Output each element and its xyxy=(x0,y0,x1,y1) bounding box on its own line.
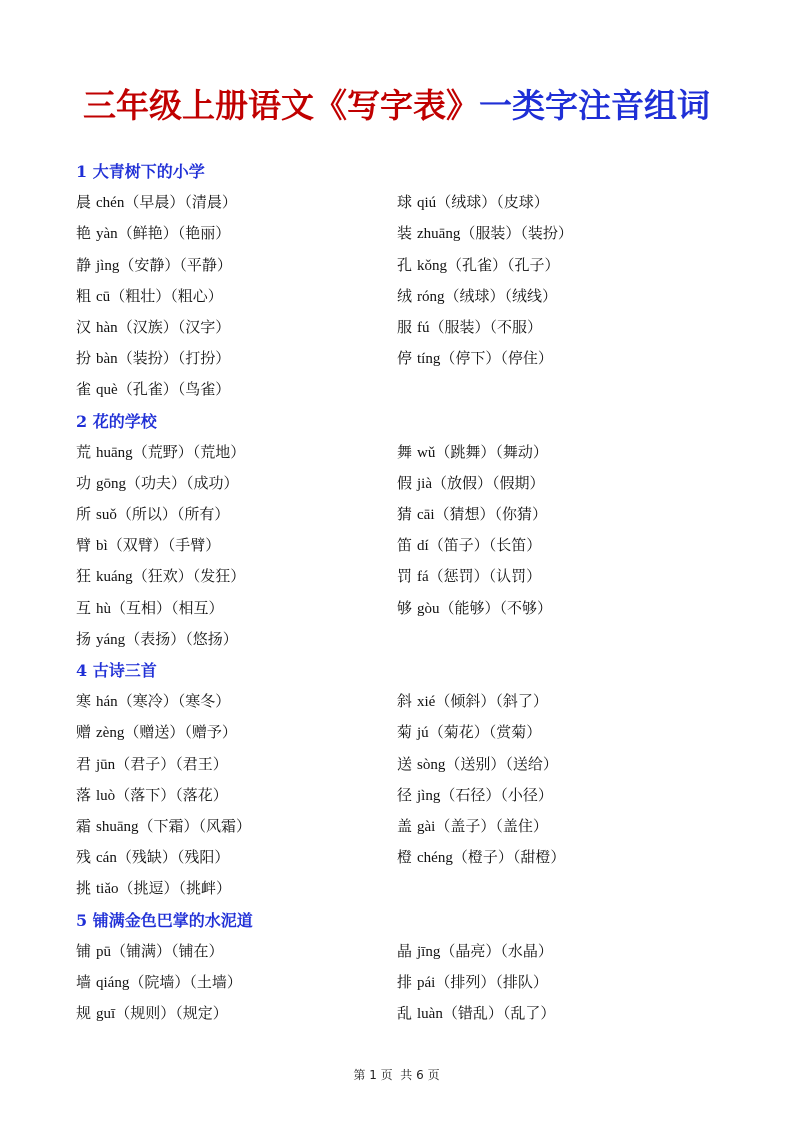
word-entry xyxy=(76,468,397,499)
entry-words: （表扬）（悠扬） xyxy=(125,629,238,648)
entry-pinyin: kǒng xyxy=(417,257,448,274)
word-entry xyxy=(397,811,716,842)
entry-words: （绒球）（皮球） xyxy=(436,193,549,212)
entry-character: 服 xyxy=(397,317,413,336)
entry-pinyin: gōng xyxy=(96,475,127,492)
entry-pinyin: tiǎo xyxy=(96,881,119,898)
entry-pinyin: pū xyxy=(96,943,112,960)
entry-character: 扮 xyxy=(76,349,92,368)
entry-character: 所 xyxy=(76,505,92,524)
entry-words: （服装）（不服） xyxy=(429,317,543,336)
entry-character: 排 xyxy=(397,972,413,991)
word-entry xyxy=(76,717,397,748)
entry-character: 径 xyxy=(397,785,413,804)
entry-words: （汉族）（汉字） xyxy=(117,317,231,336)
word-entry xyxy=(397,312,716,343)
word-entry xyxy=(397,250,716,281)
entry-pinyin: fá xyxy=(417,569,429,586)
entry-character: 艳 xyxy=(76,224,92,243)
entry-character: 孔 xyxy=(397,255,413,274)
entry-character: 狂 xyxy=(76,567,92,586)
entry-pinyin: zhuāng xyxy=(417,226,461,243)
entry-words: （院墙）（土墙） xyxy=(129,972,242,991)
word-entry xyxy=(76,998,397,1029)
entry-character: 静 xyxy=(76,255,92,274)
word-entry xyxy=(397,842,716,873)
entry-pinyin: tíng xyxy=(417,351,441,368)
entry-words: （赠送）（赠予） xyxy=(124,723,237,742)
entry-pinyin: chéng xyxy=(417,850,453,867)
entry-words: （石径）（小径） xyxy=(440,785,553,804)
word-entry xyxy=(76,749,397,780)
word-entry xyxy=(397,437,716,468)
entry-words: （君子）（君王） xyxy=(115,754,228,773)
word-entry xyxy=(76,343,397,374)
entry-words: （粗壮）（粗心） xyxy=(110,286,223,305)
entry-pinyin: cū xyxy=(96,288,111,305)
entry-character: 粗 xyxy=(76,286,92,305)
entry-character: 落 xyxy=(76,785,92,804)
entry-pinyin: qiú xyxy=(417,195,437,212)
entry-words: （规则）（规定） xyxy=(115,1004,228,1023)
entry-pinyin: cán xyxy=(96,850,117,867)
entry-pinyin: sòng xyxy=(417,756,446,773)
entry-words: （错乱）（乱了） xyxy=(442,1004,556,1023)
word-entry xyxy=(76,686,397,717)
word-entry xyxy=(76,218,397,249)
word-entry xyxy=(76,780,397,811)
entry-words: （残缺）（残阳） xyxy=(116,848,230,867)
entry-words: （所以）（所有） xyxy=(116,505,230,524)
entry-character: 铺 xyxy=(76,941,92,960)
entry-character: 舞 xyxy=(397,442,413,461)
entry-character: 假 xyxy=(397,473,413,492)
entry-character: 停 xyxy=(397,349,413,368)
entry-character: 挑 xyxy=(76,879,92,898)
entry-pinyin: dí xyxy=(417,538,429,555)
entry-character: 球 xyxy=(397,193,413,212)
word-list xyxy=(76,156,716,1029)
entry-words: （绒球）（绒线） xyxy=(444,286,558,305)
entry-pinyin: chén xyxy=(96,195,125,212)
entry-words: （惩罚）（认罚） xyxy=(428,567,542,586)
entry-words: （能够）（不够） xyxy=(439,598,553,617)
entry-pinyin: gài xyxy=(417,818,436,835)
entry-pinyin: què xyxy=(96,382,118,399)
entry-pinyin: luò xyxy=(96,787,116,804)
word-entry xyxy=(397,468,716,499)
entry-pinyin: wǔ xyxy=(417,444,436,461)
word-entry xyxy=(76,842,397,873)
entry-words: （孔雀）（孔子） xyxy=(447,255,560,274)
word-entry xyxy=(76,281,397,312)
entry-words: （放假）（假期） xyxy=(432,473,545,492)
word-entry xyxy=(397,967,716,998)
entry-pinyin: guī xyxy=(96,1006,116,1023)
entry-character: 装 xyxy=(397,224,413,243)
entry-pinyin: jìng xyxy=(96,257,120,274)
entry-words: （双臂）（手臂） xyxy=(107,536,221,555)
entry-pinyin: zèng xyxy=(96,725,125,742)
entry-words: （孔雀）（鸟雀） xyxy=(117,380,231,399)
entry-words: （荒野）（荒地） xyxy=(132,442,246,461)
lesson-heading: 4 古诗三首 xyxy=(76,661,157,680)
entry-pinyin: pái xyxy=(417,974,436,991)
entry-words: （互相）（相互） xyxy=(111,598,224,617)
word-entry xyxy=(397,281,716,312)
entry-words: （寒冷）（寒冬） xyxy=(117,692,231,711)
entry-words: （猜想）（你猜） xyxy=(434,505,548,524)
entry-character: 绒 xyxy=(397,286,413,305)
word-entry xyxy=(397,187,716,218)
entry-words: （盖子）（盖住） xyxy=(435,816,548,835)
entry-pinyin: róng xyxy=(417,288,445,305)
entry-character: 君 xyxy=(76,754,92,773)
entry-pinyin: hán xyxy=(96,694,118,711)
entry-character: 霜 xyxy=(76,816,92,835)
entry-words: （铺满）（铺在） xyxy=(111,941,224,960)
entry-words: （下霜）（风霜） xyxy=(138,816,252,835)
entry-character: 罚 xyxy=(397,567,413,586)
entry-words: （停下）（停住） xyxy=(440,349,553,368)
word-entry xyxy=(76,530,397,561)
entry-pinyin: yàn xyxy=(96,226,118,243)
entry-words: （挑逗）（挑衅） xyxy=(118,879,232,898)
word-entry xyxy=(76,936,397,967)
word-entry xyxy=(397,343,716,374)
entry-words: （笛子）（长笛） xyxy=(428,536,542,555)
entry-character: 斜 xyxy=(397,692,413,711)
word-entry xyxy=(76,624,397,655)
entry-pinyin: qiáng xyxy=(96,974,130,991)
lesson-heading: 2 花的学校 xyxy=(76,411,157,431)
entry-pinyin: xié xyxy=(417,694,436,711)
entry-words: （鲜艳）（艳丽） xyxy=(117,224,231,243)
entry-pinyin: bàn xyxy=(96,351,118,368)
word-entry xyxy=(397,936,716,967)
word-entry xyxy=(76,187,397,218)
word-entry xyxy=(76,593,397,624)
entry-character: 送 xyxy=(397,754,413,773)
word-entry xyxy=(397,998,716,1029)
word-entry xyxy=(397,530,716,561)
word-entry xyxy=(397,499,716,530)
entry-character: 荒 xyxy=(76,442,92,461)
lesson-heading: 1 大青树下的小学 xyxy=(76,162,205,181)
entry-character: 墙 xyxy=(76,972,92,991)
entry-pinyin: luàn xyxy=(417,1006,443,1023)
entry-pinyin: jìng xyxy=(417,787,441,804)
entry-words: （安静）（平静） xyxy=(119,255,232,274)
entry-pinyin: shuāng xyxy=(96,818,139,835)
entry-words: （送别）（送给） xyxy=(445,754,558,773)
entry-pinyin: huāng xyxy=(96,444,133,461)
entry-character: 橙 xyxy=(397,848,413,867)
lesson-entries xyxy=(76,437,716,655)
entry-pinyin: yáng xyxy=(96,631,126,648)
entry-pinyin: hù xyxy=(96,600,112,617)
entry-words: （晶亮）（水晶） xyxy=(440,941,553,960)
entry-words: （跳舞）（舞动） xyxy=(435,442,548,461)
entry-character: 规 xyxy=(76,1004,92,1023)
entry-character: 互 xyxy=(76,598,92,617)
entry-character: 晶 xyxy=(397,941,413,960)
entry-pinyin: jià xyxy=(417,475,433,492)
lesson-entries xyxy=(76,187,716,405)
entry-character: 臂 xyxy=(76,536,92,555)
entry-pinyin: suǒ xyxy=(96,507,117,524)
word-entry xyxy=(76,499,397,530)
lesson-entries xyxy=(76,686,716,904)
lesson-entries xyxy=(76,936,716,1030)
lesson-heading: 5 铺满金色巴掌的水泥道 xyxy=(76,910,253,930)
entry-character: 猜 xyxy=(397,505,413,524)
word-entry xyxy=(76,250,397,281)
entry-pinyin: jīng xyxy=(417,943,441,960)
entry-words: （装扮）（打扮） xyxy=(117,349,231,368)
word-entry xyxy=(76,437,397,468)
entry-pinyin: jūn xyxy=(96,756,116,773)
entry-character: 晨 xyxy=(76,193,92,212)
entry-words: （橙子）（甜橙） xyxy=(452,848,566,867)
entry-pinyin: cāi xyxy=(417,507,435,524)
word-entry xyxy=(76,561,397,592)
page-title xyxy=(0,82,793,130)
word-entry xyxy=(397,780,716,811)
entry-character: 残 xyxy=(76,848,92,867)
entry-character: 功 xyxy=(76,473,92,492)
entry-pinyin: hàn xyxy=(96,319,118,336)
entry-character: 赠 xyxy=(76,723,92,742)
word-entry xyxy=(397,749,716,780)
word-entry xyxy=(397,593,716,624)
entry-words: （服装）（装扮） xyxy=(460,224,573,243)
word-entry xyxy=(76,967,397,998)
word-entry xyxy=(76,811,397,842)
entry-words: （功夫）（成功） xyxy=(126,473,239,492)
entry-words: （倾斜）（斜了） xyxy=(435,692,548,711)
entry-pinyin: gòu xyxy=(417,600,440,617)
entry-character: 菊 xyxy=(397,723,413,742)
entry-pinyin: kuáng xyxy=(96,569,133,586)
entry-words: （排列）（排队） xyxy=(435,972,548,991)
entry-character: 扬 xyxy=(76,629,92,648)
entry-pinyin: fú xyxy=(417,319,430,336)
word-entry xyxy=(397,561,716,592)
entry-words: （菊花）（赏菊） xyxy=(428,723,542,742)
entry-pinyin: jú xyxy=(417,725,429,742)
entry-character: 汉 xyxy=(76,317,92,336)
word-entry xyxy=(76,873,397,904)
entry-character: 笛 xyxy=(397,536,413,555)
entry-words: （早晨）（清晨） xyxy=(124,193,237,212)
word-entry xyxy=(397,686,716,717)
entry-character: 雀 xyxy=(76,380,92,399)
page-footer: 第 1 页 共 6 页 xyxy=(353,1068,440,1082)
entry-character: 寒 xyxy=(76,692,92,711)
entry-character: 盖 xyxy=(397,816,413,835)
word-entry xyxy=(76,374,397,405)
entry-words: （狂欢）（发狂） xyxy=(132,567,246,586)
word-entry xyxy=(76,312,397,343)
word-entry xyxy=(397,218,716,249)
entry-pinyin: bì xyxy=(96,538,108,555)
title-red-part: 三年级上册语文《写字表》 xyxy=(83,86,479,125)
entry-character: 乱 xyxy=(397,1004,413,1023)
entry-character: 够 xyxy=(397,598,413,617)
title-blue-part: 一类字注音组词 xyxy=(479,86,710,125)
word-entry xyxy=(397,717,716,748)
entry-words: （落下）（落花） xyxy=(115,785,228,804)
